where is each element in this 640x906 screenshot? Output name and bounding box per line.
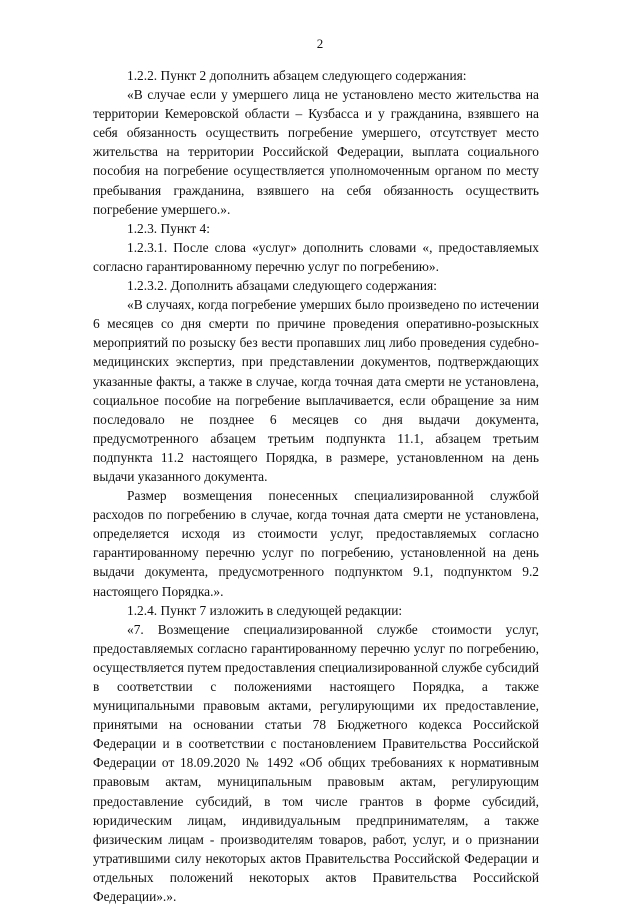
document-body	[93, 66, 539, 906]
paragraph-1-2-3-2: 1.2.3.2. Дополнить абзацами следующего содержания:	[127, 278, 437, 294]
paragraph-quote-item-7: «7. Возмещение специализированной службе стоимости услуг, предоставляемых согласно гарантированному перечню услуг по погребению, осуществляется путем предоставления специализированной службе субсидий в соответствии с положениями настоящего Порядка, а также муниципальными правовым актами, регулирующими их предоставление, принятыми на основании статьи 78 Бюджетного кодекса Российской Федерации и в соответствии с постановлением Правительства Российской Федерации от 18.09.2020 № 1492 «Об общих требованиях к нормативным правовым актам, муниципальным правовым актам, регулирующим предоставление субсидий, в том числе грантов в форме субсидий, юридическим лицам, индивидуальным предпринимателям, а также физическим лицам - производителям товаров, работ, услуг, и о признании утратившими силу некоторых актов Правительства Российской Федерации и отдельных положений некоторых актов Правительства Российской Федерации».».	[93, 621, 540, 905]
paragraph-reimbursement-amount: Размер возмещения понесенных специализированной службой расходов по погребению в случае, когда точная дата смерти не установлена, определяется исходя из стоимости услуг, предоставляемых согласно гарантированному перечню услуг по погребению, установленной на день выдачи документа, предусмотренного подпунктом 9.1, подпунктом 9.2 настоящего Порядка.».	[93, 488, 539, 599]
paragraph-1-2-2: 1.2.2. Пункт 2 дополнить абзацем следующего содержания:	[127, 68, 467, 83]
paragraph-1-2-3-1: 1.2.3.1. После слова «услуг» дополнить словами «, предоставляемых согласно гарантированному перечню услуг по погребению».	[93, 239, 539, 274]
paragraph-1-2-3: 1.2.3. Пункт 4:	[127, 220, 210, 236]
paragraph-quote-late-burial: «В случаях, когда погребение умерших было произведено по истечении 6 месяцев со дня смерти по причине проведения оперативно-розыскных мероприятий по розыску без вести пропавших лиц либо проведения судебно-медицинских экспертиз, при представлении документов, подтверждающих указанные факты, а также в случае, когда точная дата смерти не установлена, социальное пособие на погребение выплачивается, если обращение за ним последовало не позднее 6 месяцев со дня выдачи документа, предусмотренного абзацем третьим подпункта 11.1, абзацем третьим подпункта 11.2 настоящего Порядка, в размере, установленном на день выдачи указанного документа.	[93, 297, 539, 484]
paragraph-quote-residence: «В случае если у умершего лица не установлено место жительства на территории Кемеровской области – Кузбасса и у гражданина, взявшего на себя обязанность осуществить погребение умершего, отсутствует место жительства на территории Российской Федерации, выплата социального пособия на погребение осуществляется уполномоченным органом по месту пребывания гражданина, взявшего на себя обязанность осуществить погребение умершего.».	[93, 87, 539, 217]
page-number: 2	[316, 36, 324, 51]
paragraph-1-2-4: 1.2.4. Пункт 7 изложить в следующей редакции:	[127, 602, 403, 618]
